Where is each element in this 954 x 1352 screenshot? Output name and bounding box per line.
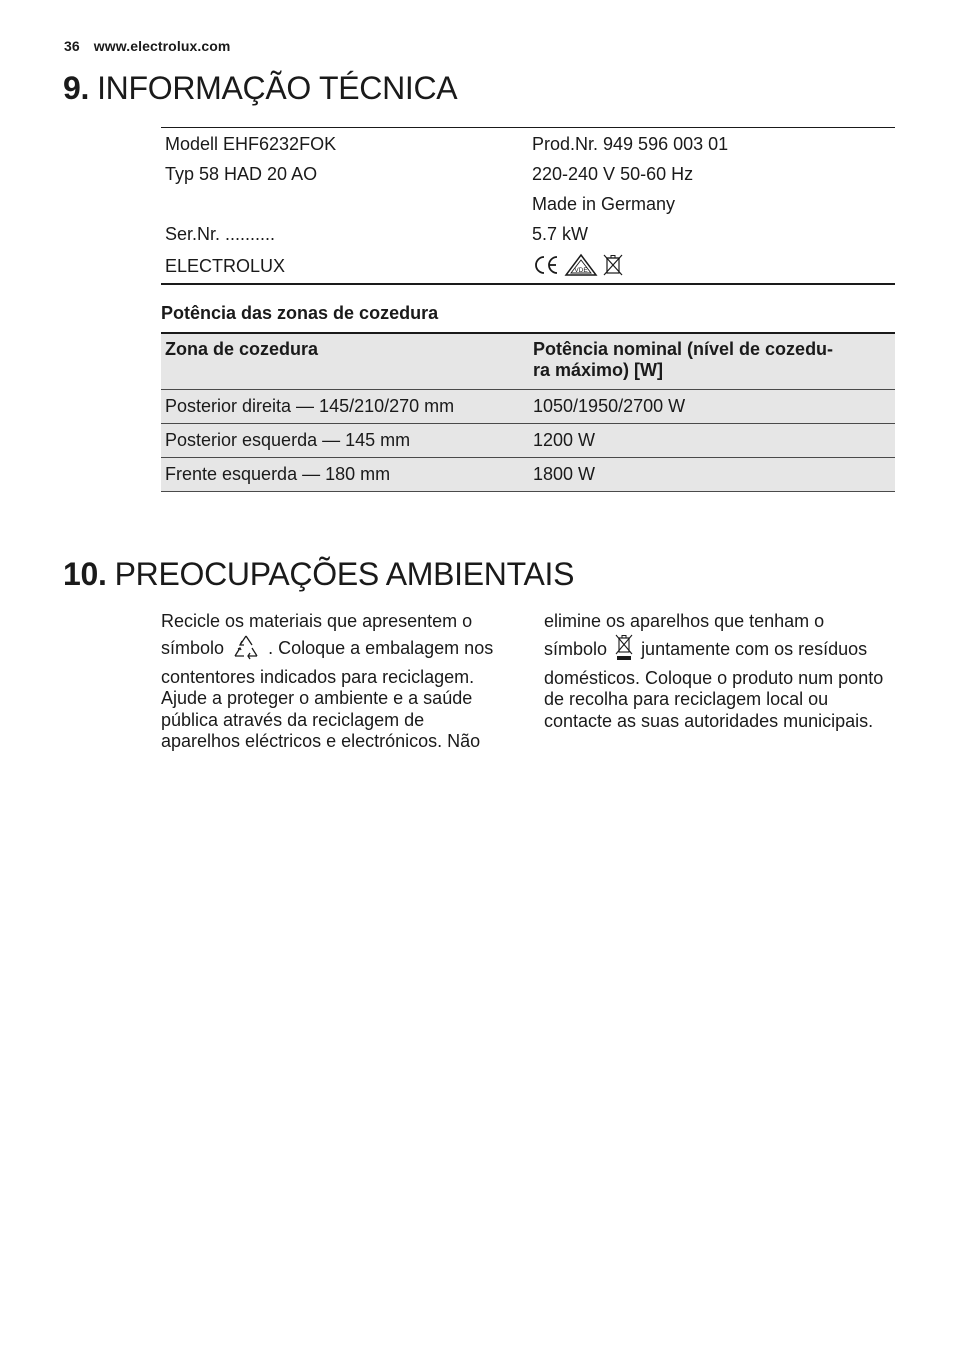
page-number: 36: [64, 38, 80, 54]
weee-bin-icon: [602, 253, 624, 277]
spec-cell: Typ 58 HAD 20 AO: [165, 163, 318, 184]
column-header: Zona de cozedura: [165, 339, 319, 359]
vde-mark-icon: [564, 253, 598, 277]
text-line: Recicle os materiais que apresentem o: [161, 611, 473, 631]
certification-marks: [528, 252, 895, 281]
spec-row: [161, 129, 895, 159]
section-title-text: INFORMAÇÃO TÉCNICA: [97, 70, 458, 106]
power-zones-heading: Potência das zonas de cozedura: [161, 303, 439, 323]
environment-text-column-1: [161, 611, 506, 753]
table-cell: 1800 W: [533, 464, 596, 484]
weee-bin-icon: [615, 633, 633, 661]
text-fragment: juntamente com os resíduos: [641, 638, 868, 659]
spec-cell: Prod.Nr. 949 596 003 01: [532, 133, 729, 154]
rating-plate-table: [161, 127, 895, 285]
section-number: 9.: [63, 70, 90, 106]
table-row: [161, 424, 895, 458]
column-header: [528, 339, 895, 381]
spec-row: [161, 159, 895, 189]
table-cell: Frente esquerda — 180 mm: [165, 464, 391, 484]
text-fragment: símbolo: [544, 638, 608, 659]
page-header: [64, 38, 230, 54]
section-number: 10.: [63, 556, 107, 592]
website-url: www.electrolux.com: [93, 38, 231, 54]
text-line: elimine os aparelhos que tenham o: [544, 611, 825, 631]
paragraph: domésticos. Coloque o produto num ponto de recolha para reciclagem local ou contacte as suas autoridades municipais.: [544, 667, 884, 731]
column-header-line: ra máximo) [W]: [533, 360, 664, 380]
section-10-title: [63, 558, 574, 590]
spec-cell: ELECTROLUX: [165, 255, 286, 276]
text-line: [544, 633, 900, 664]
spec-row: [161, 219, 895, 249]
environment-text-column-2: [544, 611, 900, 732]
table-row: [161, 390, 895, 424]
column-header-line: Potência nominal (nível de cozedu-: [533, 339, 834, 359]
table-header-row: [161, 334, 895, 390]
paragraph: contentores indicados para reciclagem. Ajude a proteger o ambiente e a saúde pública através da reciclagem de aparelhos eléctricos e electrónicos. Não: [161, 666, 481, 751]
text-fragment: símbolo: [161, 637, 225, 658]
spec-cell: 220-240 V 50-60 Hz: [532, 163, 694, 184]
table-cell: Posterior esquerda — 145 mm: [165, 430, 411, 450]
ce-mark-icon: [532, 254, 560, 276]
table-cell: 1200 W: [533, 430, 596, 450]
table-row: [161, 458, 895, 492]
spec-cell: 5.7 kW: [532, 223, 589, 244]
spec-cell: Modell EHF6232FOK: [165, 133, 337, 154]
text-line: [161, 633, 506, 663]
spec-row: [161, 189, 895, 219]
spec-cell: Ser.Nr. ..........: [165, 223, 276, 244]
section-title-text: PREOCUPAÇÕES AMBIENTAIS: [114, 556, 575, 592]
text-fragment: . Coloque a embalagem nos: [268, 637, 494, 658]
table-cell: 1050/1950/2700 W: [533, 396, 686, 416]
table-cell: Posterior direita — 145/210/270 mm: [165, 396, 455, 416]
section-9-title: [63, 72, 457, 104]
vde-letters: VDE: [574, 266, 588, 274]
spec-row: [161, 249, 895, 283]
cooking-zones-power-table: [161, 332, 895, 492]
spec-cell: Made in Germany: [532, 193, 676, 214]
recycle-icon: [232, 634, 260, 660]
